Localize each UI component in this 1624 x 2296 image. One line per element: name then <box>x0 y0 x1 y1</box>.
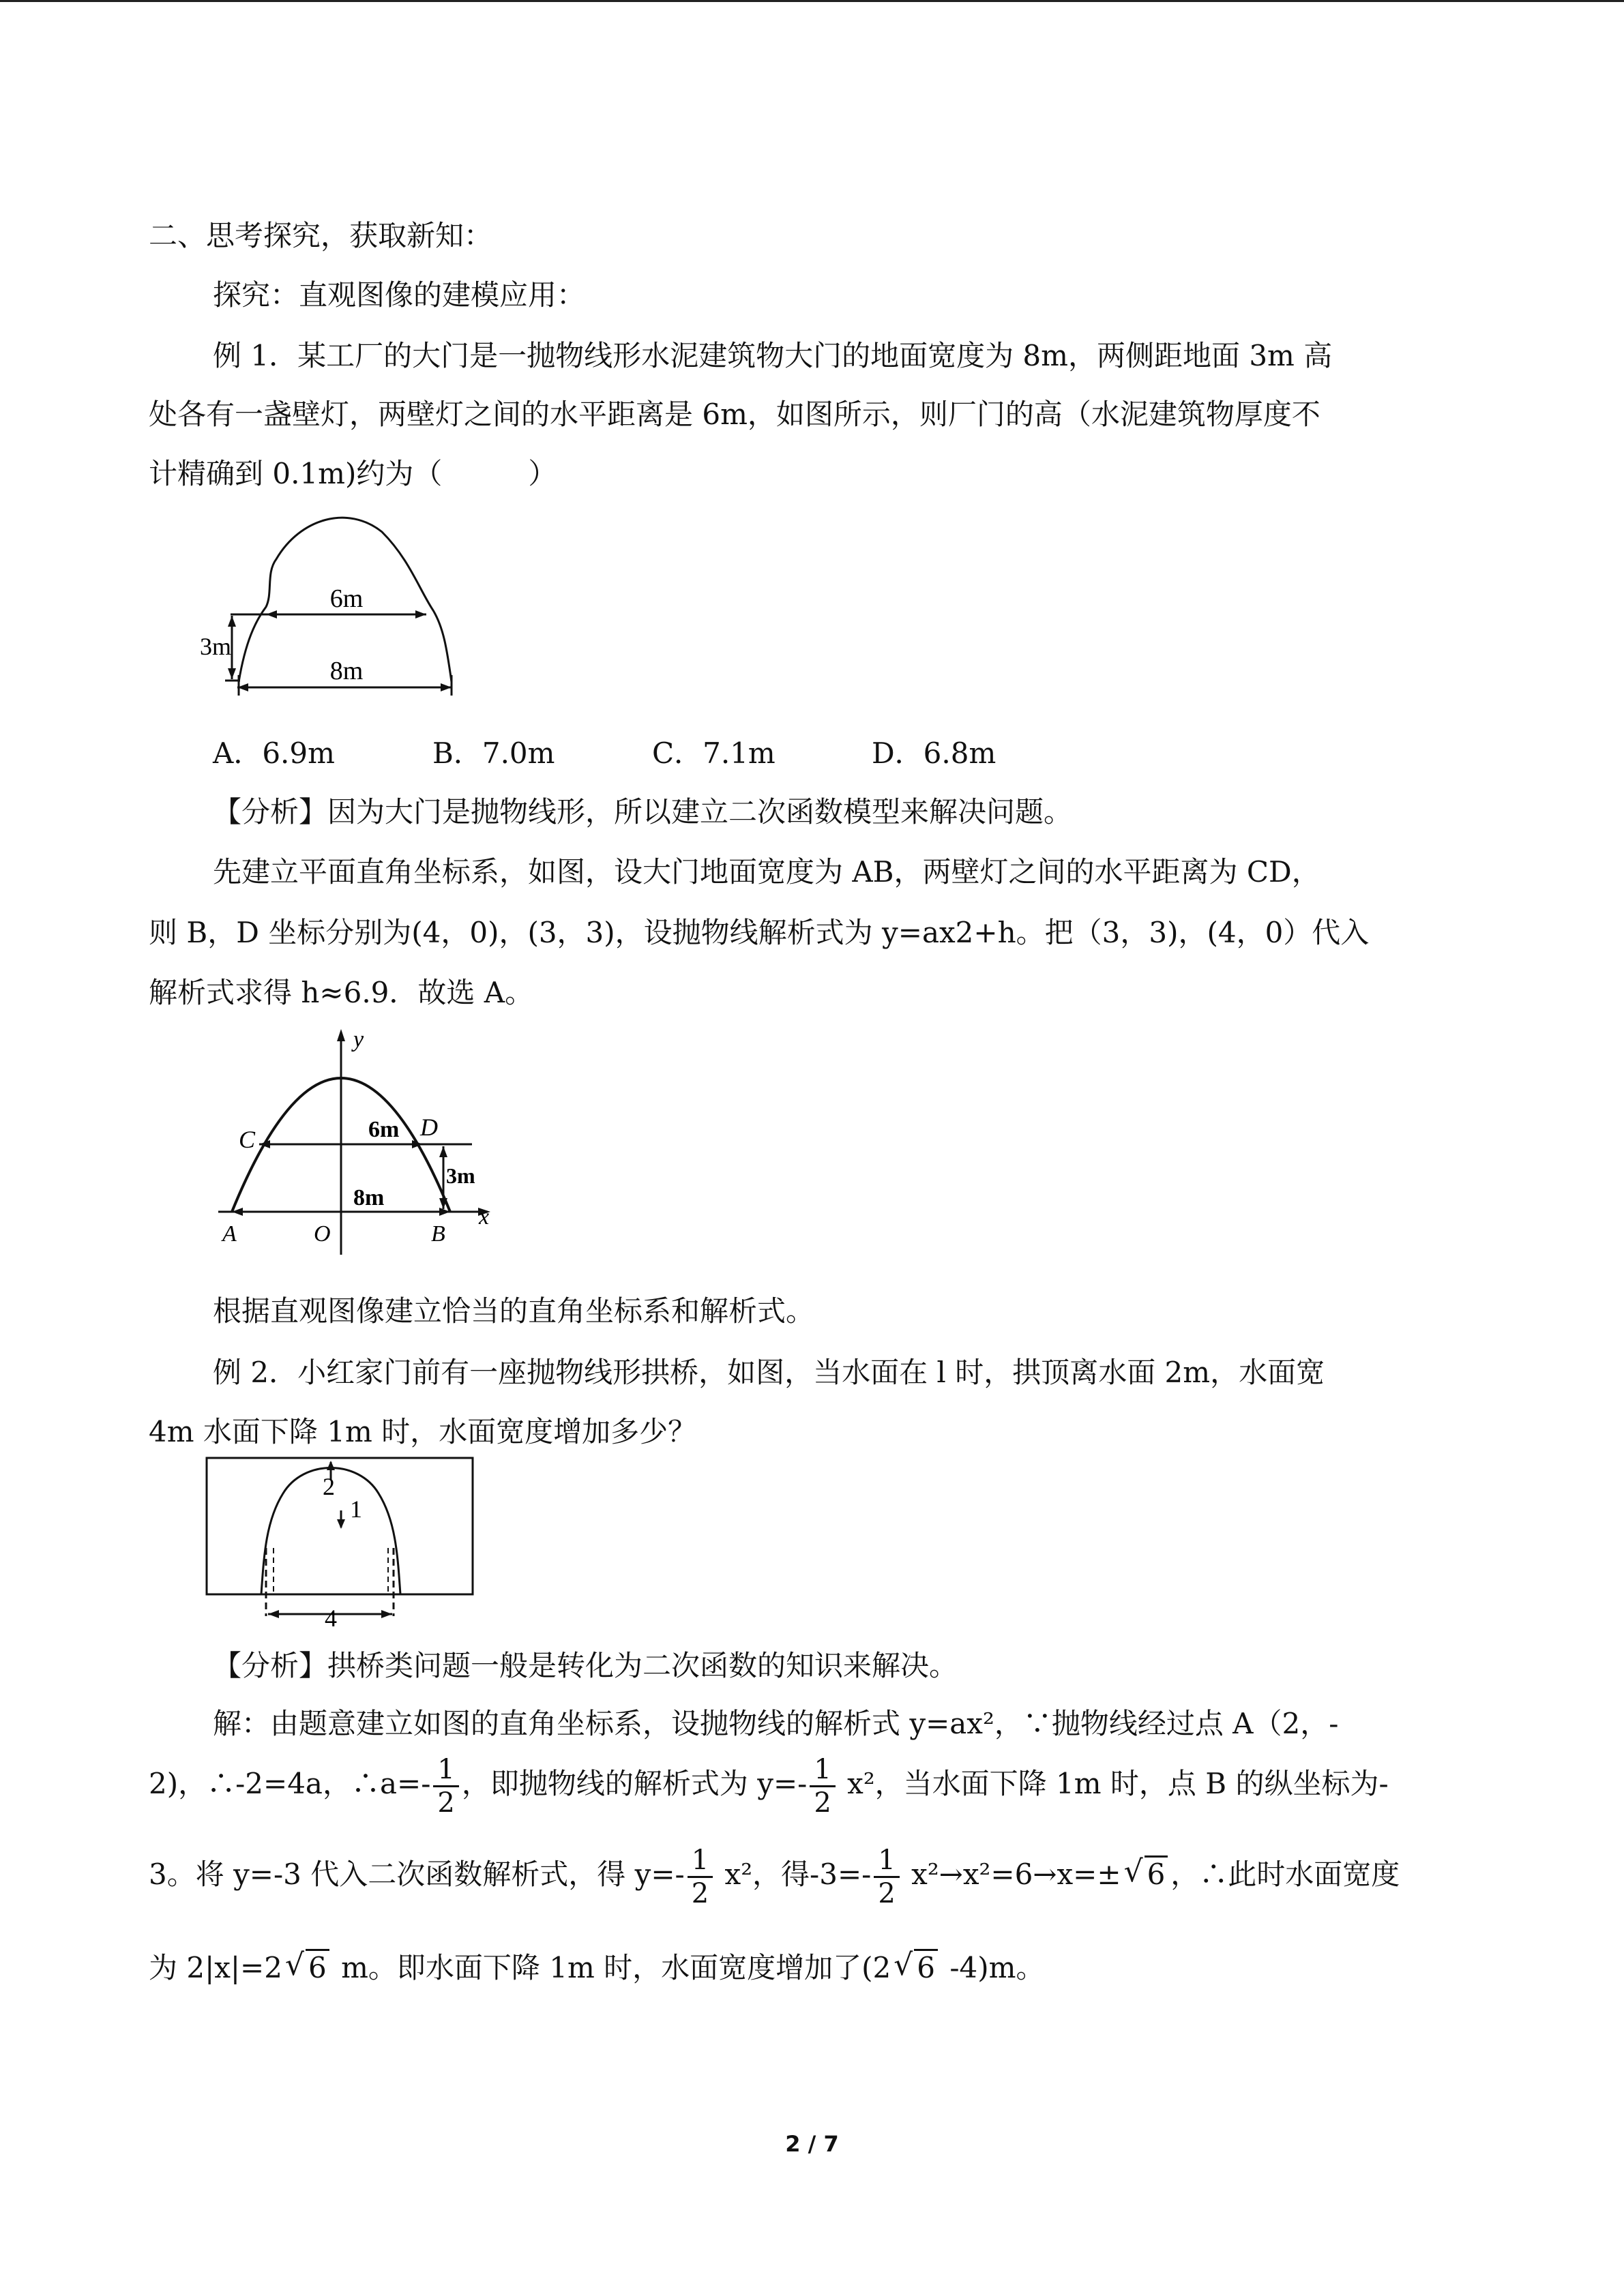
figure-factory-gate <box>198 491 512 716</box>
example1-solution-line3: 解析式求得 h≈6.9．故选 A。 <box>149 976 534 1009</box>
sol-l2a: 2)，∴-2=4a，∴a=- <box>149 1767 431 1800</box>
sol-l2b: ，即抛物线的解析式为 y=- <box>461 1767 808 1800</box>
sol-l3b: x²，得-3=- <box>715 1858 872 1891</box>
figure-coordinate-parabola <box>205 1026 518 1258</box>
page-top-border <box>0 0 1624 2</box>
example2-solution-line1: 解：由题意建立如图的直角坐标系，设抛物线的解析式 y=ax²，∵抛物线经过点 A（2，- <box>213 1707 1339 1740</box>
explore-title: 探究：直观图像的建模应用： <box>213 278 586 312</box>
example2-analysis: 【分析】拱桥类问题一般是转化为二次函数的知识来解决。 <box>213 1649 958 1682</box>
example1-line3: 计精确到 0.1m)约为（ ） <box>149 457 557 490</box>
fig2-point-c: C <box>239 1126 256 1153</box>
example2-solution-line3 <box>149 1843 1400 1909</box>
fraction-half: $\frac{1}{2}$ <box>810 1754 835 1819</box>
fraction-half: $\frac{1}{2}$ <box>433 1754 458 1819</box>
sol-l4b: m。即水面下降 1m 时，水面宽度增加了(2 <box>331 1951 891 1984</box>
fig2-point-a: A <box>222 1221 237 1247</box>
example1-analysis: 【分析】因为大门是抛物线形，所以建立二次函数模型来解决问题。 <box>213 795 1073 829</box>
example1-line1: 例 1．某工厂的大门是一抛物线形水泥建筑物大门的地面宽度为 8m，两侧距地面 3m 高 <box>213 339 1333 372</box>
fraction-half: $\frac{1}{2}$ <box>874 1845 899 1909</box>
fig2-point-d: D <box>420 1114 438 1141</box>
example1-solution-line1: 先建立平面直角坐标系，如图，设大门地面宽度为 AB，两壁灯之间的水平距离为 CD， <box>213 855 1320 889</box>
example2-line1: 例 2．小红家门前有一座抛物线形拱桥，如图，当水面在 l 时，拱顶离水面 2m，水面宽 <box>213 1356 1325 1389</box>
choice-b: B．7.0m <box>432 736 555 770</box>
choice-c: C．7.1m <box>652 736 776 770</box>
sqrt-six: √ 6 <box>285 1937 329 1999</box>
example2-solution-line4 <box>149 1937 1044 1999</box>
fig2-label-3m: 3m <box>446 1163 475 1188</box>
summary-line: 根据直观图像建立恰当的直角坐标系和解析式。 <box>213 1294 815 1328</box>
fig2-label-8m: 8m <box>353 1185 385 1210</box>
example1-choices <box>213 734 1091 773</box>
figure-arch-bridge <box>201 1452 481 1633</box>
section-title: 二、思考探究，获取新知： <box>149 219 493 252</box>
example1-solution-line2: 则 B，D 坐标分别为(4，0)，(3，3)，设抛物线解析式为 y=ax2+h。把（3，3)，(4，0）代入 <box>149 916 1370 949</box>
sqrt-six: √ 6 <box>1124 1843 1168 1906</box>
sol-l2c: x²，当水面下降 1m 时，点 B 的纵坐标为- <box>838 1767 1389 1800</box>
fig2-x-label: x <box>479 1204 490 1229</box>
sol-l3a: 3。将 y=-3 代入二次函数解析式，得 y=- <box>149 1858 685 1891</box>
fig1-label-6m: 6m <box>329 584 364 613</box>
choice-a: A．6.9m <box>213 736 335 770</box>
sol-l4a: 为 2|x|=2 <box>149 1951 282 1984</box>
fig2-label-6m: 6m <box>368 1117 400 1142</box>
fig3-label-4: 4 <box>325 1605 337 1632</box>
example2-line2: 4m 水面下降 1m 时，水面宽度增加多少？ <box>149 1415 697 1448</box>
choice-d: D．6.8m <box>872 736 996 770</box>
fig1-label-3m: 3m <box>199 633 232 660</box>
sqrt-six: √ 6 <box>894 1937 938 1999</box>
fig2-point-o: O <box>314 1221 331 1247</box>
fig2-point-b: B <box>431 1221 445 1247</box>
fig2-y-label: y <box>353 1027 364 1052</box>
fig3-label-2: 2 <box>323 1473 335 1500</box>
sol-l3d: ，∴此时水面宽度 <box>1170 1858 1400 1891</box>
fraction-half: $\frac{1}{2}$ <box>688 1845 713 1909</box>
example2-solution-line2 <box>149 1753 1389 1819</box>
page-number: 2 / 7 <box>785 2131 839 2157</box>
sol-l4c: -4)m。 <box>941 1951 1045 1984</box>
fig1-label-8m: 8m <box>329 657 364 685</box>
sol-l3c: x²→x²=6→x=± <box>902 1858 1121 1891</box>
example1-line2: 处各有一盏壁灯，两壁灯之间的水平距离是 6m，如图所示，则厂门的高（水泥建筑物厚度不 <box>149 398 1320 431</box>
fig3-label-1: 1 <box>350 1495 362 1523</box>
